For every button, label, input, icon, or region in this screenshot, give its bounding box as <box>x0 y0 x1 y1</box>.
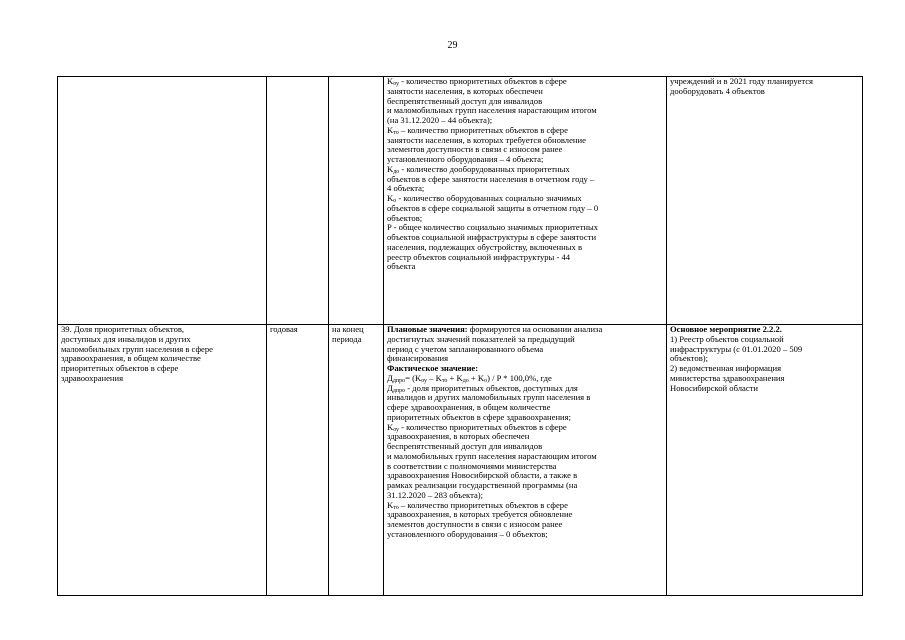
line-text: элементов доступности в связи с износом ранее <box>387 519 563 529</box>
variable-subscript: то <box>393 504 399 511</box>
line-text: - количество приоритетных объектов в сфере <box>399 76 567 86</box>
periodicity-cell: годовая <box>267 325 329 596</box>
line-text: достигнутых значений показателей за предыдущий <box>387 333 575 344</box>
line-text: установленного оборудования – 0 объектов; <box>387 528 548 539</box>
text-line <box>670 384 859 394</box>
line-text: 1) Реестр объектов социальной <box>670 333 784 344</box>
line-text: период с учетом запланированного объема <box>387 343 544 354</box>
bold-label: Плановые значения: <box>387 324 468 334</box>
line-text: инвалидов и других маломобильных групп населения в <box>387 392 591 403</box>
line-text: здравоохранения <box>61 372 124 383</box>
text-line <box>387 253 663 263</box>
line-text: на конец <box>332 324 364 334</box>
line-text: приоритетных объектов в сфере здравоохранения; <box>387 411 571 422</box>
variable-symbol: K <box>387 76 394 86</box>
formula-text: – K <box>427 372 442 383</box>
variable-symbol: K <box>387 163 394 174</box>
periodicity-cell <box>267 77 329 325</box>
timing-cell <box>329 77 384 325</box>
indicator-table <box>57 76 863 596</box>
formula-subscript: дпро <box>392 377 406 384</box>
variable-symbol: K <box>387 124 394 135</box>
line-text: установленного оборудования – 4 объекта; <box>387 154 544 164</box>
variable-subscript: то <box>393 129 399 136</box>
table-row <box>58 77 863 325</box>
line-text: учреждений и в 2021 году планируется <box>670 76 813 86</box>
line-text: формируются на основании анализа <box>467 324 603 334</box>
line-text: и маломобильных групп населения нарастающим итогом <box>387 105 597 116</box>
line-text: приоритетных объектов в сфере <box>61 363 179 373</box>
line-text: 4 объекта; <box>387 183 425 194</box>
line-text: - доля приоритетных объектов, доступных для <box>405 382 578 393</box>
line-text: элементов доступности в связи с износом ранее <box>387 144 563 155</box>
formula-subscript: до <box>462 377 469 384</box>
data-source-cell <box>667 77 863 325</box>
line-text: 39. Доля приоритетных объектов, <box>61 324 185 334</box>
variable-subscript: оу <box>393 426 399 433</box>
line-text: рамках реализации государственной программы (на <box>387 480 578 490</box>
line-text: занятости населения, в которых обеспечен <box>387 85 543 96</box>
line-text: доступных для инвалидов и других <box>61 333 191 344</box>
line-text: объекта <box>387 261 416 272</box>
line-text: - количество приоритетных объектов в сфере <box>399 421 567 432</box>
line-text: беспрепятственный доступ для инвалидов <box>387 441 543 451</box>
line-text: периода <box>332 333 362 344</box>
text-line <box>387 204 663 214</box>
text-line <box>670 87 859 97</box>
line-text: (на 31.12.2020 – 44 объекта); <box>387 115 493 125</box>
line-text: здравоохранения Новосибирской области, а также в <box>387 470 578 481</box>
line-text: P - общее количество социально значимых приоритетных <box>387 222 599 233</box>
formula-text: ) / P * 100,0%, где <box>487 372 552 383</box>
calculation-method-cell <box>384 77 667 325</box>
formula-text: = (K <box>405 372 422 383</box>
line-text: населения, подлежащих обустройству, включенных в <box>387 241 583 252</box>
variable-symbol: K <box>387 499 394 510</box>
line-text: маломобильных групп населения в сфере <box>61 343 213 354</box>
line-text: здравоохранения, в которых требуется обновление <box>387 509 573 520</box>
indicator-name-cell <box>58 325 267 596</box>
indicator-name-cell <box>58 77 267 325</box>
line-text: объектов); <box>670 353 709 364</box>
formula-subscript: о <box>484 377 488 384</box>
line-text: реестр объектов социальной инфраструктуры - 44 <box>387 251 571 262</box>
calculation-method-cell <box>384 325 667 596</box>
variable-subscript: до <box>393 168 400 175</box>
line-text: 2) ведомственная информация <box>670 363 782 373</box>
variable-symbol: Д <box>387 382 393 393</box>
formula-text: + K <box>468 372 485 383</box>
line-text: беспрепятственный доступ для инвалидов <box>387 95 543 106</box>
text-line <box>387 530 663 540</box>
variable-subscript: дпро <box>392 387 406 394</box>
table-row <box>58 325 863 596</box>
line-text: здравоохранения, в общем количестве <box>61 353 201 364</box>
timing-cell <box>329 325 384 596</box>
variable-subscript: о <box>393 198 397 204</box>
text-line <box>387 262 663 272</box>
formula-text: + K <box>447 372 463 383</box>
line-text: объектов; <box>387 212 423 223</box>
formula-subscript: оу <box>421 377 427 384</box>
variable-symbol: K <box>387 193 394 203</box>
line-text: здравоохранения, в которых обеспечен <box>387 431 530 442</box>
line-text: объектов в сфере занятости населения в отчетном году – <box>387 173 595 184</box>
text-line <box>61 374 263 384</box>
line-text: объектов социальной инфраструктуры в сфере занятости <box>387 232 597 242</box>
line-text: - количество оборудованных социально значимых <box>396 193 582 203</box>
line-text: – количество приоритетных объектов в сфере <box>398 499 568 510</box>
line-text: инфраструктуры (с 01.01.2020 – 509 <box>670 343 803 354</box>
line-text: министерства здравоохранения <box>670 372 785 383</box>
line-text: дооборудовать 4 объектов <box>670 85 765 96</box>
line-text: - количество дооборудованных приоритетных <box>399 163 570 174</box>
line-text: Новосибирской области <box>670 382 759 393</box>
text-line <box>332 335 380 345</box>
line-text: занятости населения, в которых требуется обновление <box>387 134 586 145</box>
data-source-cell <box>667 325 863 596</box>
variable-symbol: K <box>387 421 394 432</box>
line-text: финансирования <box>387 353 449 364</box>
line-text: в соответствии с полномочиями министерства <box>387 460 557 471</box>
page-number: 29 <box>447 40 458 51</box>
formula-symbol: Д <box>387 372 393 383</box>
line-text: 31.12.2020 – 283 объекта); <box>387 489 484 500</box>
formula-subscript: то <box>441 377 448 384</box>
line-text: объектов в сфере социальной защиты в отчетном году – 0 <box>387 202 599 213</box>
text-line <box>387 175 663 185</box>
line-text: – количество приоритетных объектов в сфере <box>398 124 568 135</box>
bold-label: Фактическое значение: <box>387 363 479 373</box>
variable-subscript: оу <box>393 81 399 87</box>
line-text: и маломобильных групп населения нарастающим итогом <box>387 450 597 461</box>
line-text: сфере здравоохранения, в общем количестве <box>387 402 551 412</box>
bold-label: Основное мероприятие 2.2.2. <box>670 324 782 334</box>
